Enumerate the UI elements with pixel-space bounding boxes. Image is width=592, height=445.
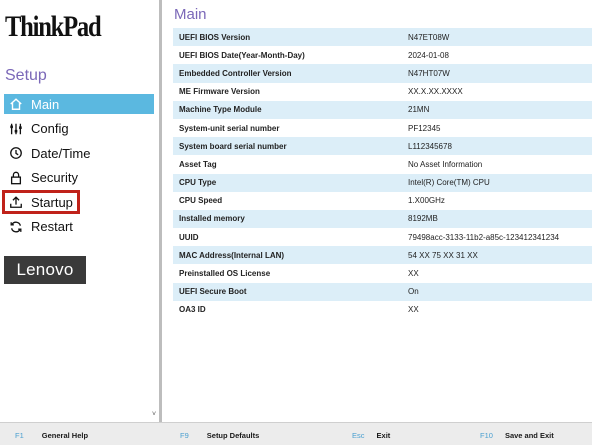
- footer-key-label: General Help: [41, 431, 89, 440]
- footer-key-f10[interactable]: [480, 431, 554, 440]
- info-row-value: XX: [408, 269, 419, 279]
- info-row-value: Intel(R) Core(TM) CPU: [408, 178, 490, 188]
- footer-key: Esc: [352, 431, 365, 440]
- restart-icon: [8, 219, 24, 235]
- info-row: [173, 174, 592, 192]
- info-row-value: 79498acc-3133-11b2-a85c-123412341234: [408, 232, 560, 242]
- info-row-value: 21MN: [408, 105, 430, 115]
- info-row-value: 54 XX 75 XX 31 XX: [408, 250, 478, 260]
- info-row-label: System-unit serial number: [179, 123, 280, 133]
- info-row-label: Installed memory: [179, 214, 245, 224]
- info-row-label: UEFI Secure Boot: [179, 287, 247, 297]
- info-row-label: UEFI BIOS Date(Year-Month-Day): [179, 50, 305, 60]
- info-row-value: 2024-01-08: [408, 50, 449, 60]
- info-row-label: ME Firmware Version: [179, 87, 260, 97]
- sidebar-item-label: Config: [31, 121, 69, 136]
- sidebar-item-label: Startup: [31, 194, 73, 210]
- info-row-label: Asset Tag: [179, 159, 217, 169]
- clock-icon: [8, 145, 24, 161]
- sidebar: [0, 0, 159, 422]
- sidebar-item-date-time[interactable]: [4, 143, 154, 163]
- info-row-value: L112345678: [408, 141, 452, 151]
- sidebar-item-main[interactable]: [4, 94, 154, 114]
- info-row-label: UUID: [179, 232, 199, 242]
- info-row-value: On: [408, 287, 419, 297]
- info-row-value: N47ET08W: [408, 32, 450, 42]
- info-row: [173, 28, 592, 46]
- footer-key-label: Setup Defaults: [206, 431, 260, 440]
- thinkpad-logo: ThinkPad: [5, 10, 101, 43]
- info-row: [173, 137, 592, 155]
- sidebar-item-security[interactable]: [4, 168, 154, 188]
- footer-key-f1[interactable]: [15, 431, 88, 440]
- info-row: [173, 228, 592, 246]
- sidebar-item-config[interactable]: [4, 119, 154, 139]
- home-icon: [8, 96, 24, 112]
- sidebar-item-startup[interactable]: [4, 192, 78, 212]
- info-row: [173, 46, 592, 64]
- info-row: [173, 210, 592, 228]
- info-row-value: XX: [408, 305, 419, 315]
- info-row-label: Preinstalled OS License: [179, 269, 271, 279]
- info-row-value: XX.X.XX.XXXX: [408, 87, 463, 97]
- sidebar-item-label: Restart: [31, 219, 73, 234]
- info-row: [173, 264, 592, 282]
- info-table: [173, 28, 592, 319]
- info-row: [173, 119, 592, 137]
- footer-key: F10: [480, 431, 493, 440]
- info-row: [173, 301, 592, 319]
- sidebar-item-label: Main: [31, 96, 60, 112]
- info-row: [173, 283, 592, 301]
- footer-key-f9[interactable]: [180, 431, 259, 440]
- info-row: [173, 83, 592, 101]
- main-panel: [162, 0, 592, 422]
- sidebar-item-restart[interactable]: [4, 217, 154, 237]
- info-row-value: PF12345: [408, 123, 441, 133]
- info-row: [173, 246, 592, 264]
- info-row-label: Machine Type Module: [179, 105, 262, 115]
- lenovo-logo: Lenovo: [4, 256, 86, 284]
- section-title: Setup: [5, 67, 47, 84]
- info-row: [173, 101, 592, 119]
- footer-key: F1: [15, 431, 24, 440]
- info-row-value: 8192MB: [408, 214, 438, 224]
- sidebar-item-label: Date/Time: [31, 145, 91, 161]
- page-title: Main: [174, 6, 207, 23]
- scroll-down-icon[interactable]: ˅: [152, 411, 157, 418]
- footer-key: F9: [180, 431, 189, 440]
- info-row-label: Embedded Controller Version: [179, 68, 292, 78]
- lock-icon: [8, 170, 24, 186]
- footer-key-label: Exit: [376, 431, 391, 440]
- footer-help-bar: [0, 422, 592, 445]
- info-row-label: OA3 ID: [179, 305, 206, 315]
- footer-key-label: Save and Exit: [504, 431, 554, 440]
- info-row-label: UEFI BIOS Version: [179, 32, 251, 42]
- info-row-label: CPU Type: [179, 178, 217, 188]
- info-row-value: 1.X00GHz: [408, 196, 445, 206]
- sidebar-nav: [4, 94, 154, 241]
- sidebar-item-label: Security: [31, 170, 78, 185]
- info-row-label: MAC Address(Internal LAN): [179, 250, 285, 260]
- upload-icon: [8, 194, 24, 210]
- footer-key-esc[interactable]: [352, 431, 390, 440]
- sliders-icon: [8, 121, 24, 137]
- info-row: [173, 155, 592, 173]
- info-row-value: No Asset Information: [408, 159, 483, 169]
- info-row: [173, 192, 592, 210]
- info-row-label: System board serial number: [179, 141, 287, 151]
- info-row: [173, 64, 592, 82]
- info-row-value: N47HT07W: [408, 68, 450, 78]
- info-row-label: CPU Speed: [179, 196, 223, 206]
